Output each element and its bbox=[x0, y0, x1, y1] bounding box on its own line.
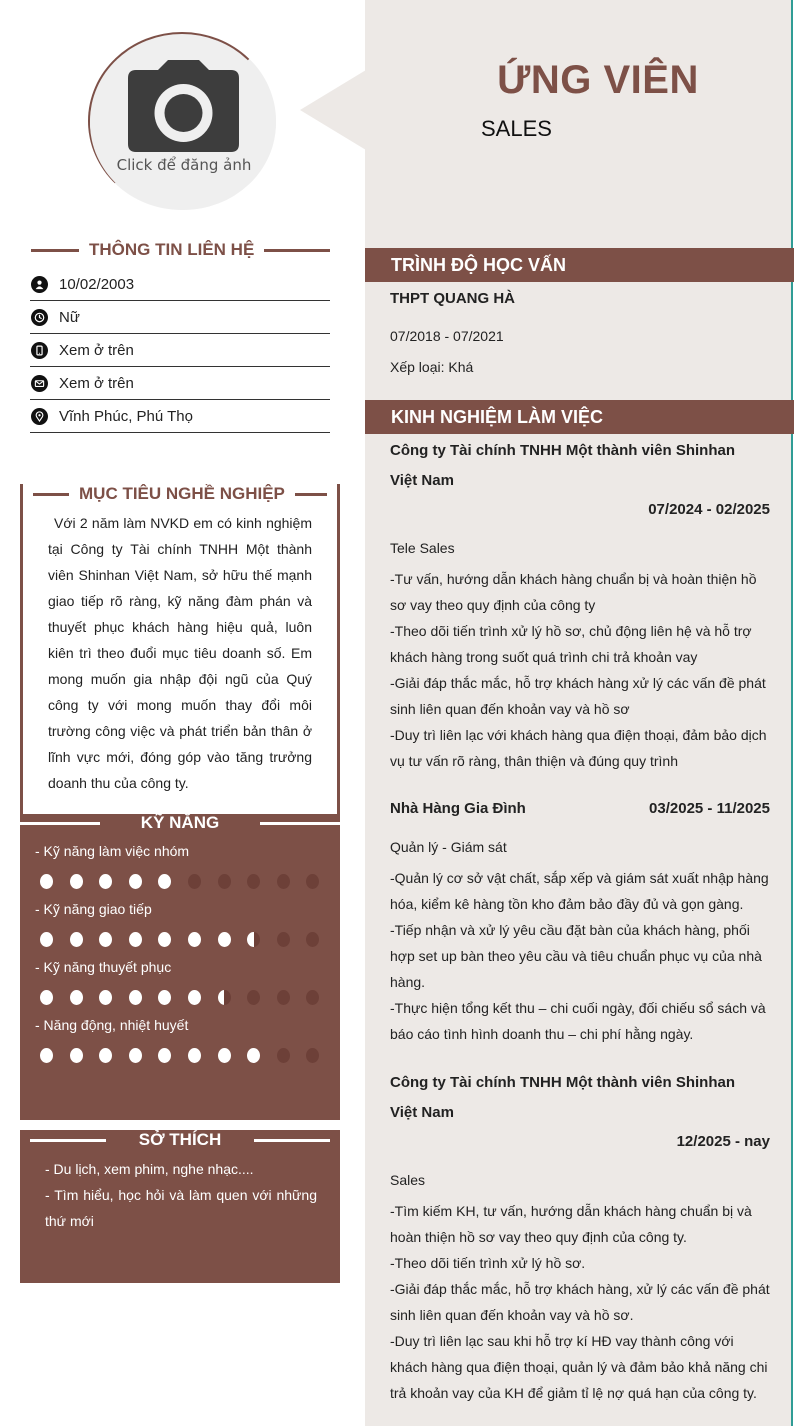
job-desc-line: -Tư vấn, hướng dẫn khách hàng chuẩn bị và hoàn thiện hồ sơ vay theo quy định của công ty bbox=[390, 571, 757, 613]
job-desc-line: -Quản lý cơ sở vật chất, sắp xếp và giám sát xuất nhập hàng hóa, kiểm kê hàng tồn kho đảm bảo đầy đủ và gọn gàng. bbox=[390, 870, 769, 912]
skill-dot bbox=[188, 932, 201, 947]
skill-dot bbox=[129, 874, 142, 889]
heading-rule bbox=[20, 822, 100, 825]
skill-dot bbox=[158, 1048, 171, 1063]
experience-title: KINH NGHIỆM LÀM VIỆC bbox=[365, 400, 794, 434]
job-desc-line: -Duy trì liên lạc sau khi hỗ trợ kí HĐ vay thành công với khách hàng qua điện thoại, quản lý và đảm bảo khả năng chi trả khoản vay của KH để giảm tỉ lệ nợ quá hạn của công ty. bbox=[390, 1333, 768, 1401]
job-desc-line: -Giải đáp thắc mắc, hỗ trợ khách hàng xử lý các vấn đề phát sinh liên quan đến khoản vay và hồ sơ bbox=[390, 675, 766, 717]
speech-pointer bbox=[300, 70, 366, 150]
job-period: 03/2025 - 11/2025 bbox=[649, 800, 770, 817]
skill-dot bbox=[218, 932, 231, 947]
education-title: TRÌNH ĐỘ HỌC VẤN bbox=[365, 248, 794, 282]
job-desc-line: -Duy trì liên lạc với khách hàng qua điện thoại, đảm bảo dịch vụ tư vấn rõ ràng, thân thiện và đúng quy trình bbox=[390, 727, 767, 769]
skill-dot bbox=[158, 990, 171, 1005]
skill-rating bbox=[40, 1048, 336, 1063]
objective-title: MỤC TIÊU NGHỀ NGHIỆP bbox=[79, 484, 285, 503]
job-company: Nhà Hàng Gia Đình bbox=[390, 800, 526, 817]
job-desc-line: -Tiếp nhận và xử lý yêu cầu đặt bàn của khách hàng, phối hợp set up bàn theo yêu cầu và tiêu chuẩn phục vụ của nhà hàng. bbox=[390, 922, 762, 990]
skill-dot bbox=[129, 932, 142, 947]
job-role: Quản lý - Giám sát bbox=[390, 839, 507, 855]
contact-title: THÔNG TIN LIÊN HỆ bbox=[89, 240, 255, 259]
skill-name: - Năng động, nhiệt huyết bbox=[35, 1017, 189, 1033]
skill-dot bbox=[129, 1048, 142, 1063]
skill-dot bbox=[247, 990, 260, 1005]
contact-list bbox=[30, 268, 330, 433]
skill-dot bbox=[40, 874, 53, 889]
contact-item-email bbox=[30, 367, 330, 400]
contact-value: Nữ bbox=[59, 308, 80, 326]
skill-dot bbox=[306, 1048, 319, 1063]
skill-rating bbox=[40, 932, 336, 947]
contact-item-gender bbox=[30, 301, 330, 334]
contact-value: Vĩnh Phúc, Phú Thọ bbox=[59, 407, 193, 425]
skill-dot bbox=[158, 932, 171, 947]
heading-rule bbox=[254, 1139, 330, 1142]
job-role: Tele Sales bbox=[390, 540, 455, 556]
avatar-caption[interactable]: Click để đăng ảnh bbox=[116, 156, 252, 174]
job-role: Sales bbox=[390, 1172, 426, 1188]
heading-rule bbox=[31, 249, 79, 252]
hobby-item: - Tìm hiểu, học hỏi và làm quen với những thứ mới bbox=[45, 1187, 317, 1229]
right-edge-border bbox=[791, 0, 793, 1426]
skill-dot bbox=[306, 990, 319, 1005]
skills-title: KỸ NĂNG bbox=[140, 813, 220, 832]
heading-rule bbox=[260, 822, 340, 825]
skill-dot bbox=[277, 990, 290, 1005]
skill-dot bbox=[70, 932, 83, 947]
hobbies-title: SỞ THÍCH bbox=[138, 1130, 222, 1149]
contact-item-birthday bbox=[30, 268, 330, 301]
objective-text: Với 2 năm làm NVKD em có kinh nghiệm tại Công ty Tài chính TNHH Một thành viên Shinhan Việt Nam, sở hữu thế mạnh giao tiếp rõ ràng, kỹ năng đàm phán và thuyết phục khách hàng hiệu quả, luôn kiên trì theo đuổi mục tiêu doanh số. Em mong muốn gia nhập đội ngũ của Quý công ty với mong muốn thay đổi môi trường công việc và phát triển bản thân ở lĩnh vực mới, đóng góp vào tăng trưởng doanh thu của công ty. bbox=[48, 515, 312, 791]
skill-dot bbox=[70, 874, 83, 889]
heading-rule bbox=[264, 249, 330, 252]
skill-dot bbox=[99, 874, 112, 889]
skill-dot bbox=[218, 874, 231, 889]
job-desc-line: -Thực hiện tổng kết thu – chi cuối ngày, đối chiếu sổ sách và báo cáo tình hình doanh thu – chi phí hằng ngày. bbox=[390, 1000, 766, 1042]
skill-dot bbox=[40, 1048, 53, 1063]
skill-rating bbox=[40, 990, 336, 1005]
skill-dot bbox=[40, 932, 53, 947]
job-company: Công ty Tài chính TNHH Một thành viên Shinhan Việt Nam bbox=[390, 442, 735, 489]
contact-item-phone bbox=[30, 334, 330, 367]
skill-dot bbox=[99, 990, 112, 1005]
skill-dot bbox=[70, 1048, 83, 1063]
job-description bbox=[390, 865, 770, 1047]
skill-dot bbox=[277, 874, 290, 889]
skill-dot bbox=[99, 932, 112, 947]
contact-value: Xem ở trên bbox=[59, 374, 134, 392]
location-icon bbox=[31, 408, 48, 425]
skill-dot bbox=[188, 874, 201, 889]
job-description bbox=[390, 566, 770, 774]
education-period: 07/2018 - 07/2021 bbox=[390, 328, 504, 344]
clock-icon bbox=[31, 309, 48, 326]
job-desc-line: -Tìm kiếm KH, tư vấn, hướng dẫn khách hàng chuẩn bị và hoàn thiện hồ sơ vay theo quy định của công ty. bbox=[390, 1203, 752, 1245]
skill-dot bbox=[188, 1048, 201, 1063]
phone-icon bbox=[31, 342, 48, 359]
hobbies-heading bbox=[30, 1130, 330, 1150]
skill-dot bbox=[188, 990, 201, 1005]
heading-rule bbox=[30, 1139, 106, 1142]
heading-rule bbox=[295, 493, 327, 496]
skill-dot bbox=[277, 1048, 290, 1063]
skill-dot bbox=[218, 990, 231, 1005]
candidate-position: SALES bbox=[481, 116, 552, 141]
skill-dot bbox=[99, 1048, 112, 1063]
contact-value: Xem ở trên bbox=[59, 341, 134, 359]
skill-dot bbox=[129, 990, 142, 1005]
hobby-item: - Du lịch, xem phim, nghe nhạc.... bbox=[45, 1161, 254, 1177]
job-company: Công ty Tài chính TNHH Một thành viên Shinhan Việt Nam bbox=[390, 1074, 735, 1121]
skill-dot bbox=[70, 990, 83, 1005]
skill-name: - Kỹ năng thuyết phục bbox=[35, 959, 172, 975]
skill-dot bbox=[247, 932, 260, 947]
job-period: 07/2024 - 02/2025 bbox=[648, 501, 770, 518]
skill-dot bbox=[218, 1048, 231, 1063]
skill-name: - Kỹ năng làm việc nhóm bbox=[35, 843, 190, 859]
skill-dot bbox=[306, 874, 319, 889]
education-grade: Xếp loại: Khá bbox=[390, 359, 474, 375]
skill-dot bbox=[247, 874, 260, 889]
camera-icon[interactable] bbox=[128, 60, 239, 152]
skill-dot bbox=[40, 990, 53, 1005]
contact-heading bbox=[31, 240, 330, 260]
skill-rating bbox=[40, 874, 336, 889]
job-desc-line: -Giải đáp thắc mắc, hỗ trợ khách hàng, xử lý các vấn đề phát sinh liên quan đến khoản vay và hồ sơ. bbox=[390, 1281, 770, 1323]
contact-item-address bbox=[30, 400, 330, 433]
skill-name: - Kỹ năng giao tiếp bbox=[35, 901, 152, 917]
candidate-name: ỨNG VIÊN bbox=[497, 58, 699, 102]
education-school: THPT QUANG HÀ bbox=[390, 290, 515, 307]
job-desc-line: -Theo dõi tiến trình xử lý hồ sơ, chủ động liên hệ và hỗ trợ khách hàng trong suốt quá trình chi trả khoản vay bbox=[390, 623, 752, 665]
heading-rule bbox=[33, 493, 69, 496]
hobbies-list bbox=[45, 1156, 317, 1234]
objective-heading bbox=[33, 484, 327, 504]
job-period: 12/2025 - nay bbox=[676, 1133, 770, 1150]
skill-dot bbox=[277, 932, 290, 947]
job-desc-line: -Theo dõi tiến trình xử lý hồ sơ. bbox=[390, 1255, 586, 1271]
skill-dot bbox=[247, 1048, 260, 1063]
skill-dot bbox=[306, 932, 319, 947]
skill-dot bbox=[158, 874, 171, 889]
job-description bbox=[390, 1198, 770, 1406]
contact-value: 10/02/2003 bbox=[59, 275, 135, 293]
mail-icon bbox=[31, 375, 48, 392]
skills-heading bbox=[20, 813, 340, 833]
user-icon bbox=[31, 276, 48, 293]
